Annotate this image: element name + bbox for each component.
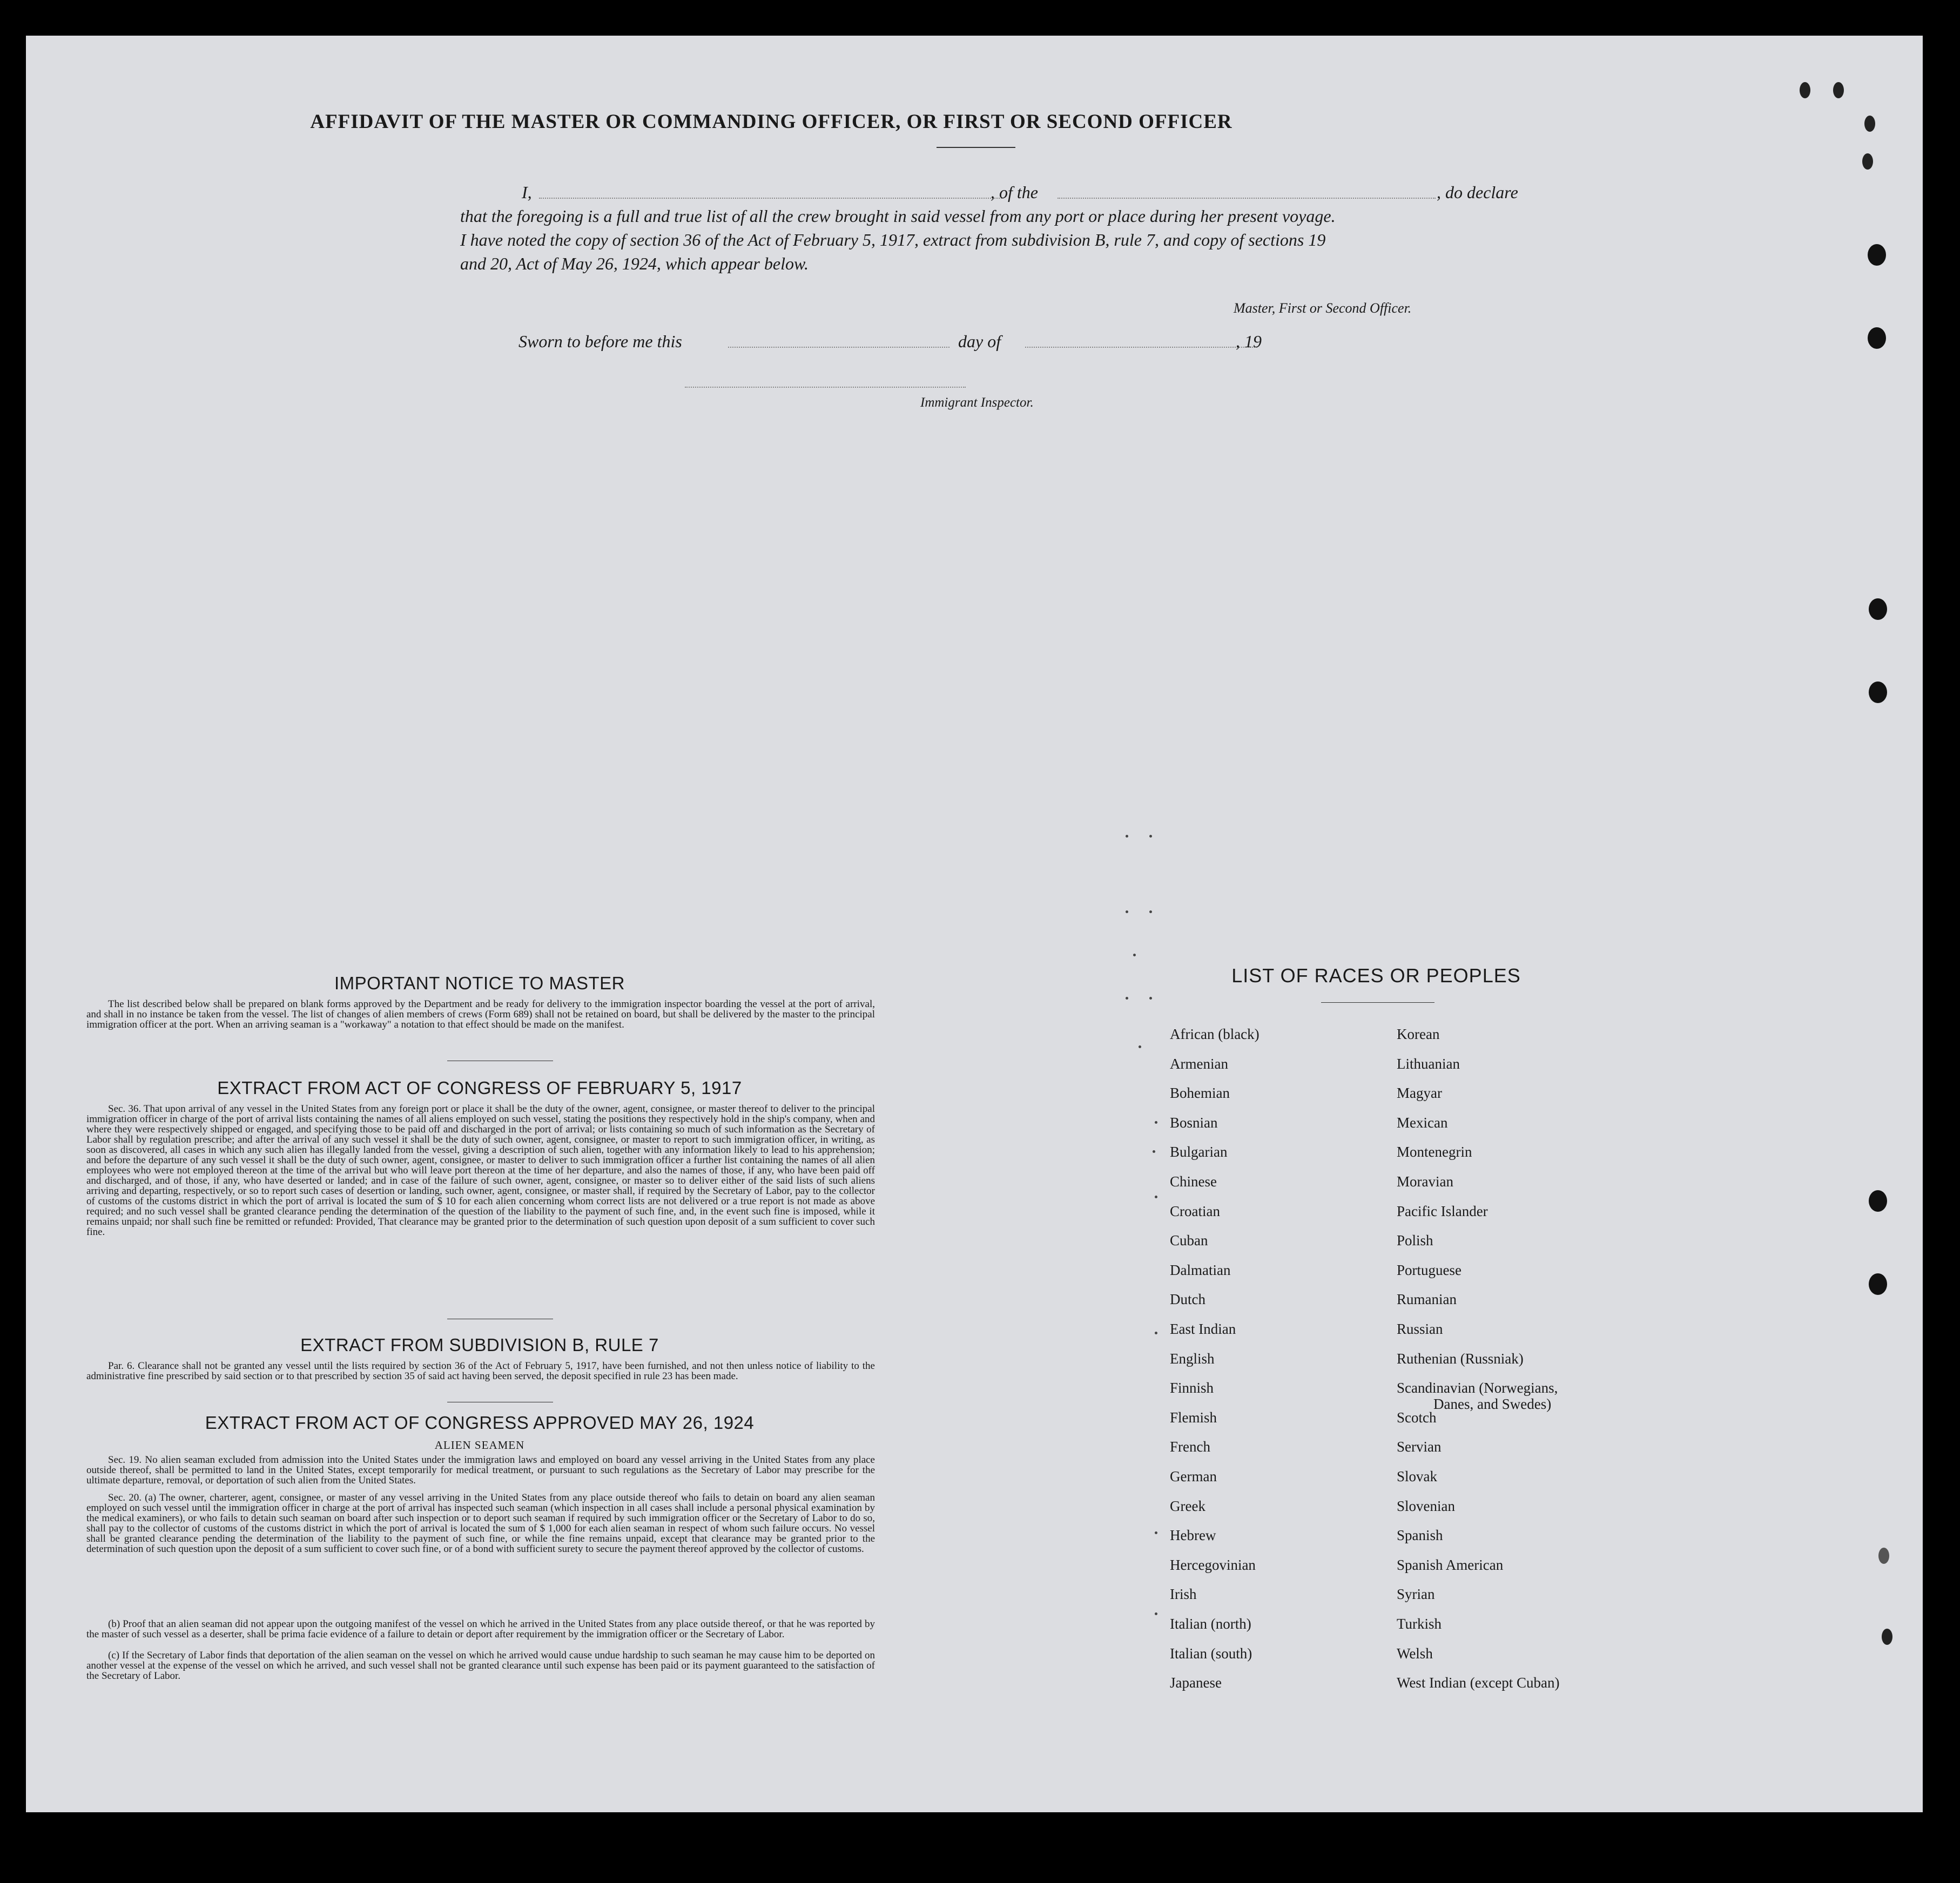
notice-text: The list described below shall be prepared on blank forms approved by the Department and be ready for delivery to the immigration inspector boarding the vessel at the port of arrival, and shall in no instance be taken from the vessel. The list of changes of alien members of crews (Form 689) shall not be retained on board, but shall be delivered by the master to the principal immigration officer at the port. When an arriving seaman is a "workaway" a notation to that effect should be made on the manifest. — [86, 998, 875, 1030]
race-item: Ruthenian (Russniak) — [1397, 1350, 1524, 1367]
race-item: Servian — [1397, 1439, 1442, 1455]
race-item: French — [1170, 1439, 1210, 1455]
race-item: Bosnian — [1170, 1114, 1218, 1131]
race-item: Spanish — [1397, 1527, 1443, 1544]
punch-hole — [1800, 82, 1810, 98]
punch-hole — [1864, 116, 1875, 132]
race-item: Syrian — [1397, 1586, 1435, 1603]
punch-hole — [1862, 153, 1873, 170]
speck-mark — [1155, 1612, 1157, 1615]
race-item: Lithuanian — [1397, 1055, 1460, 1072]
race-item: Dutch — [1170, 1291, 1205, 1308]
speck-mark — [1126, 997, 1128, 1000]
speck-mark — [1155, 1121, 1157, 1124]
i-label: I, — [522, 183, 532, 202]
punch-hole — [1869, 681, 1887, 703]
race-item: Croatian — [1170, 1203, 1220, 1219]
race-item: Welsh — [1397, 1645, 1433, 1662]
name-blank-line[interactable] — [539, 198, 1003, 199]
race-item: Moravian — [1397, 1173, 1453, 1190]
race-item: Finnish — [1170, 1380, 1214, 1396]
punch-hole — [1869, 1190, 1887, 1212]
speck-mark — [1155, 1531, 1157, 1534]
race-item: Flemish — [1170, 1409, 1217, 1426]
races-title: LIST OF RACES OR PEOPLES — [1231, 964, 1521, 987]
speck-mark — [1149, 910, 1152, 913]
extract-1917-title: EXTRACT FROM ACT OF CONGRESS OF FEBRUARY 5, 1917 — [217, 1078, 742, 1098]
punch-hole — [1878, 1548, 1889, 1564]
do-declare-label: , do declare — [1437, 183, 1518, 202]
race-item: German — [1170, 1468, 1217, 1484]
extract-1924-title: EXTRACT FROM ACT OF CONGRESS APPROVED MAY 26, 1924 — [205, 1413, 755, 1433]
speck-mark — [1149, 835, 1152, 838]
speck-mark — [1155, 1332, 1157, 1334]
sworn-label: Sworn to before me this — [518, 332, 682, 351]
speck-mark — [1155, 1196, 1157, 1198]
race-item: Chinese — [1170, 1173, 1217, 1190]
punch-hole — [1868, 244, 1886, 266]
race-item: Turkish — [1397, 1616, 1442, 1632]
inspector-blank-line[interactable] — [685, 387, 966, 388]
race-item: Mexican — [1397, 1114, 1448, 1131]
vessel-blank-line[interactable] — [1058, 198, 1436, 199]
document-page — [26, 36, 1923, 1812]
races-title-rule — [1321, 1002, 1434, 1003]
punch-hole — [1882, 1629, 1892, 1645]
punch-hole — [1833, 82, 1844, 98]
race-item: Rumanian — [1397, 1291, 1457, 1308]
race-item: Slovenian — [1397, 1497, 1455, 1514]
race-item: Italian (north) — [1170, 1616, 1251, 1632]
affidavit-title: AFFIDAVIT OF THE MASTER OR COMMANDING OFFICER, OR FIRST OR SECOND OFFICER — [310, 111, 1232, 133]
race-item: English — [1170, 1350, 1215, 1367]
extract-1924-sec20b: (b) Proof that an alien seaman did not appear upon the outgoing manifest of the vessel on which he arrived in the United States from any place outside thereof, or that he was reported by the master of such vessel as a deserter, shall be prima facie evidence of a failure to detain or deport after requirement by the immigration officer or the Secretary of Labor. — [86, 1618, 875, 1640]
race-item: Montenegrin — [1397, 1144, 1472, 1160]
extract-rule7-text: Par. 6. Clearance shall not be granted any vessel until the lists required by section 36 of the Act of February 5, 1917, have been furnished, and not then unless notice of liability to the administrative fine prescribed by said section or to that prescribed by section 35 of said act having been served, the deposit specified in rule 23 has been made. — [86, 1360, 875, 1382]
inspector-caption: Immigrant Inspector. — [920, 395, 1034, 410]
speck-mark — [1126, 910, 1128, 913]
race-item: Polish — [1397, 1232, 1433, 1249]
speck-mark — [1149, 997, 1152, 1000]
declaration-line-2: that the foregoing is a full and true list of all the crew brought in said vessel from any port or place during her present voyage. — [460, 206, 1336, 226]
speck-mark — [1133, 954, 1136, 956]
race-item: Italian (south) — [1170, 1645, 1252, 1662]
notice-title: IMPORTANT NOTICE TO MASTER — [334, 973, 625, 993]
race-item: Pacific Islander — [1397, 1203, 1488, 1219]
race-item: African (black) — [1170, 1026, 1259, 1042]
race-item: Scotch — [1397, 1409, 1437, 1426]
speck-mark — [1139, 1045, 1141, 1048]
master-signature-caption: Master, First or Second Officer. — [1234, 300, 1412, 316]
of-the-label: , of the — [991, 183, 1038, 202]
extract-1924-subtitle: ALIEN SEAMEN — [434, 1439, 525, 1452]
race-item: Danes, and Swedes) — [1433, 1396, 1552, 1413]
extract-1917-text: Sec. 36. That upon arrival of any vessel in the United States from any foreign port or place it shall be the duty of the owner, agent, consignee, or master thereof to deliver to the principal immigration officer in charge of the port of arrival lists containing the names of all aliens employed on such vessel, stating the positions they respectively hold in the ship's company, when and where they were respectively shipped or engaged, and specifying those to be paid off and discharged in the port of arrival; or lists containing so much of such information as the Secretary of Labor shall by regulation prescribe; and after the arrival of any such vessel it shall be the duty of such owner, agent, consignee, or master to report to such immigration officer, in writing, as soon as discovered, all cases in which any such alien has illegally landed from the vessel, giving a description of such alien, together with any information likely to lead to his apprehension; and before the departure of any such vessel it shall be the duty of such owner, agent, consignee, or master to deliver to such immigration officer a further list containing the names of all alien employees who were not employed thereon at the time of the arrival but who will leave port thereon at the time of her departure, and also the names of those, if any, who have been paid off and discharged, and of those, if any, who have deserted or landed; and in case of the failure of such owner, agent, consignee, or master so to deliver either of the said lists of such aliens arriving and departing, respectively, or so to report such cases of desertion or landing, such owner, agent, consignee, or master shall, if required by the Secretary of Labor, pay to the collector of customs of the customs district in which the port of arrival is located the sum of $ 10 for each alien concerning whom correct lists are not delivered or a true report is not made as above required; and no such vessel shall be granted clearance pending the determination of the question of the liability to the payment of such fine, and, in the event such fine is imposed, while it remains unpaid; nor shall such fine be remitted or refunded: Provided, That clearance may be granted prior to the determination of such question upon deposit of a sum sufficient to cover such fine. — [86, 1103, 875, 1238]
speck-mark — [1126, 835, 1128, 838]
race-item: Korean — [1397, 1026, 1440, 1042]
race-item: Slovak — [1397, 1468, 1438, 1484]
day-blank-line[interactable] — [728, 347, 949, 348]
extract-1924-sec20a: Sec. 20. (a) The owner, charterer, agent, consignee, or master of any vessel arriving in the United States from any place outside thereof who fails to detain on board any alien seaman employed on such vessel until the immigration officer in charge at the port of arrival has inspected such seaman (which inspection in all cases shall include a personal physical examination by the medical examiners), or who fails to detain such seaman on board after such inspection or to deport such seaman if required by such immigration officer or the Secretary of Labor to do so, shall pay to the collector of customs of the customs district in which the port of arrival is located the sum of $ 1,000 for each alien seaman in respect of whom such failure occurs. No vessel shall be granted clearance pending the determination of the liability to the payment of such fine, or while the fine remains unpaid, except that clearance may be granted prior to the determination of such question upon the deposit of a sum sufficient to cover such fine, or of a bond with sufficient surety to secure the payment thereof approved by the collector of customs. — [86, 1492, 875, 1555]
punch-hole — [1869, 598, 1887, 620]
race-item: Japanese — [1170, 1675, 1222, 1691]
declaration-line-3: I have noted the copy of section 36 of the Act of February 5, 1917, extract from subdivision B, rule 7, and copy of sections 19 — [460, 230, 1326, 249]
day-of-label: day of — [958, 332, 1001, 351]
speck-mark — [1153, 1150, 1155, 1153]
extract-1924-sec20c: (c) If the Secretary of Labor finds that deportation of the alien seaman on the vessel on which he arrived would cause undue hardship to such seaman he may cause him to be deported on another vessel at the expense of the vessel on which he arrived, and such vessel shall not be granted clearance until such expense has been paid or its payment guaranteed to the satisfaction of the Secretary of Labor. — [86, 1650, 875, 1682]
punch-hole — [1868, 327, 1886, 349]
race-item: Bohemian — [1170, 1085, 1230, 1102]
title-rule — [937, 147, 1015, 148]
month-blank-line[interactable] — [1025, 347, 1257, 348]
race-item: Irish — [1170, 1586, 1197, 1603]
race-item: East Indian — [1170, 1321, 1236, 1337]
race-item: Portuguese — [1397, 1261, 1461, 1278]
race-item: Cuban — [1170, 1232, 1208, 1249]
race-item: Magyar — [1397, 1085, 1442, 1102]
race-item: Dalmatian — [1170, 1261, 1231, 1278]
declaration-line-4: and 20, Act of May 26, 1924, which appear below. — [460, 254, 809, 273]
race-item: Spanish American — [1397, 1556, 1504, 1573]
race-item: Scandinavian (Norwegians, — [1397, 1380, 1558, 1396]
race-item: Bulgarian — [1170, 1144, 1228, 1160]
year-label: , 19 — [1236, 332, 1262, 351]
punch-hole — [1869, 1273, 1887, 1295]
race-item: Hebrew — [1170, 1527, 1216, 1544]
race-item: Russian — [1397, 1321, 1443, 1337]
extract-rule7-title: EXTRACT FROM SUBDIVISION B, RULE 7 — [300, 1335, 659, 1355]
race-item: West Indian (except Cuban) — [1397, 1675, 1560, 1691]
extract-1924-sec19: Sec. 19. No alien seaman excluded from admission into the United States under the immigration laws and employed on board any vessel arriving in the United States from any place outside thereof, shall be permitted to land in the United States, except temporarily for medical treatment, or pursuant to such regulations as the Secretary of Labor may prescribe for the ultimate departure, removal, or deportation of such alien from the United States. — [86, 1454, 875, 1486]
race-item: Armenian — [1170, 1055, 1228, 1072]
race-item: Hercegovinian — [1170, 1556, 1256, 1573]
race-item: Greek — [1170, 1497, 1205, 1514]
